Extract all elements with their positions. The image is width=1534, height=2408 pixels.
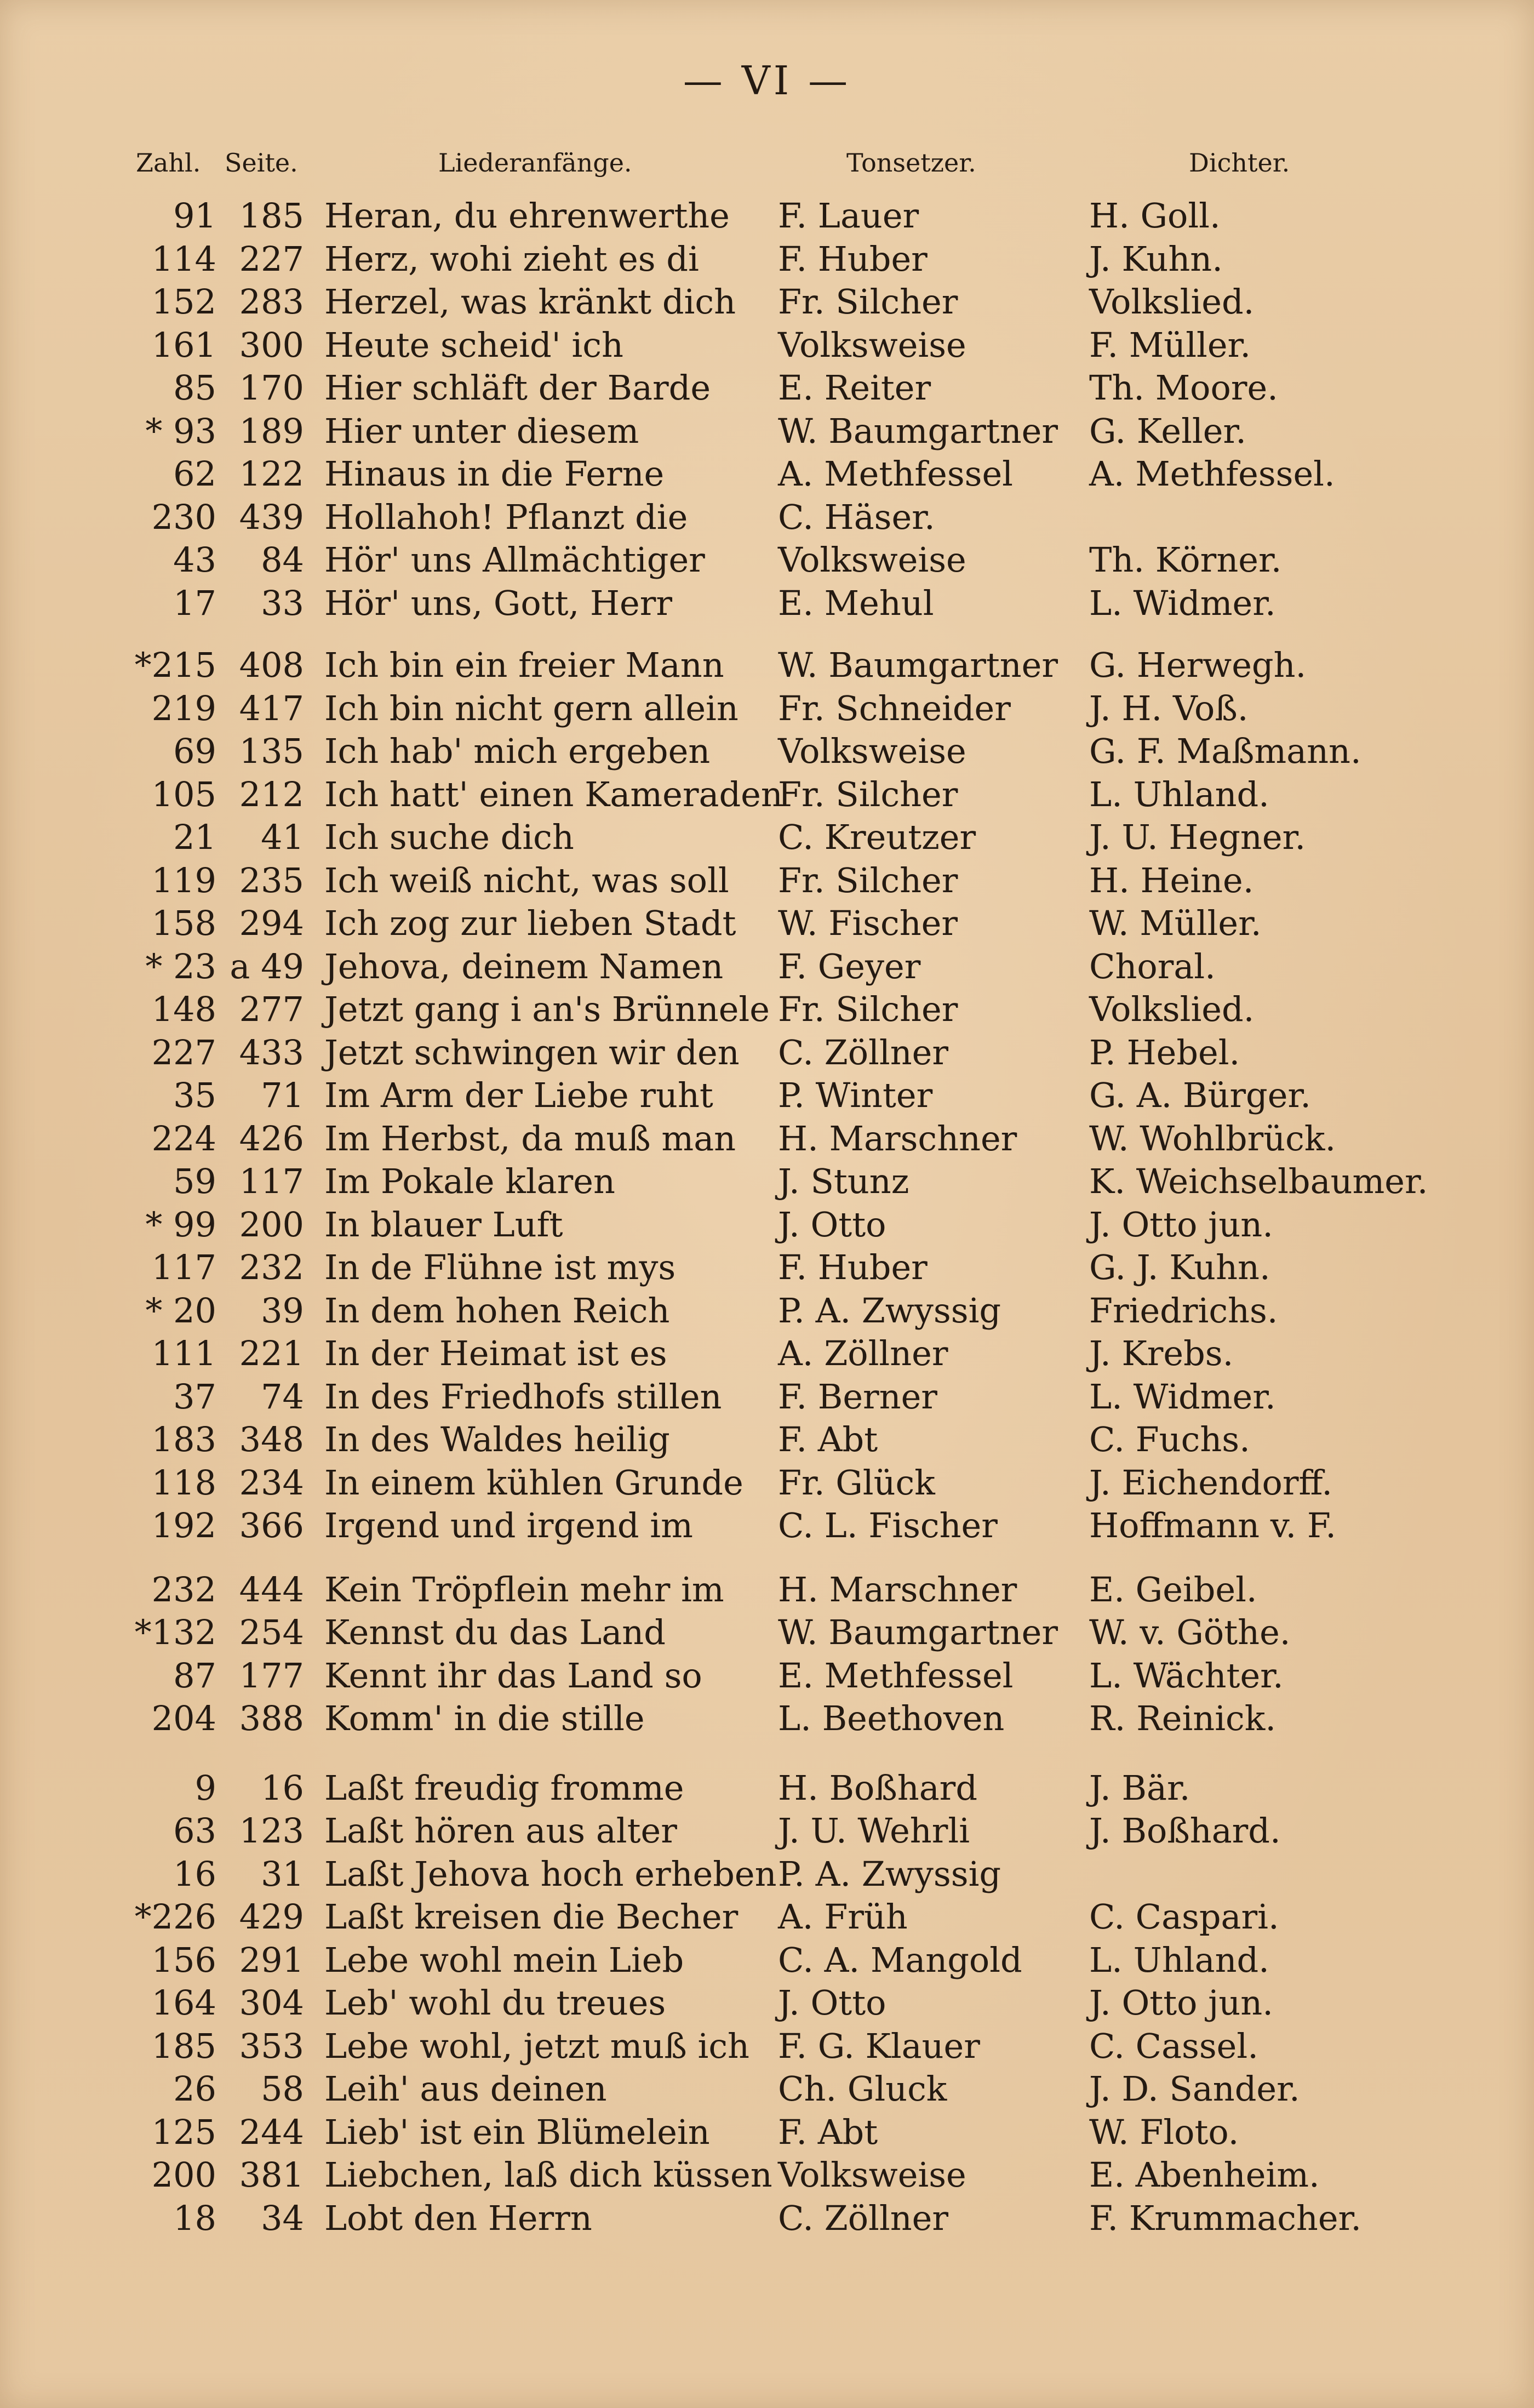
song-title-cell: Ich bin nicht gern allein xyxy=(324,688,739,728)
number-cell: *132 xyxy=(134,1612,216,1652)
table-row xyxy=(0,1982,1534,2024)
number-cell: 232 xyxy=(151,1570,216,1610)
poet-cell: A. Methfessel. xyxy=(1089,454,1335,494)
page-cell: 34 xyxy=(261,2198,304,2238)
composer-cell: H. Marschner xyxy=(778,1119,1017,1159)
poet-cell: J. D. Sander. xyxy=(1089,2069,1300,2109)
number-cell: 118 xyxy=(151,1463,216,1503)
song-title-cell: Laßt Jehova hoch erheben xyxy=(324,1854,777,1894)
number-cell: *226 xyxy=(134,1897,216,1937)
poet-cell: J. Kuhn. xyxy=(1089,239,1223,279)
page-cell: 366 xyxy=(239,1505,304,1545)
number-cell: 158 xyxy=(151,903,216,943)
page-cell: 353 xyxy=(239,2026,304,2066)
song-title-cell: Jehova, deinem Namen xyxy=(324,946,724,986)
song-title-cell: Laßt kreisen die Becher xyxy=(324,1897,739,1937)
number-cell: 148 xyxy=(151,989,216,1029)
page-cell: 227 xyxy=(239,239,304,279)
page-cell: 117 xyxy=(239,1161,304,1201)
page-cell: 381 xyxy=(239,2155,304,2195)
song-title-cell: Jetzt gang i an's Brünnele xyxy=(324,989,770,1029)
composer-cell: F. Huber xyxy=(778,1247,928,1287)
song-title-cell: Lieb' ist ein Blümelein xyxy=(324,2112,710,2152)
page-cell: 31 xyxy=(261,1854,304,1894)
composer-cell: J. Stunz xyxy=(778,1161,909,1201)
number-cell: 21 xyxy=(173,817,216,857)
composer-cell: F. Abt xyxy=(778,1419,878,1459)
table-row xyxy=(0,1074,1534,1117)
poet-cell: F. Müller. xyxy=(1089,325,1251,365)
composer-cell: C. A. Mangold xyxy=(778,1940,1022,1980)
composer-cell: C. L. Fischer xyxy=(778,1505,998,1545)
poet-cell: Volkslied. xyxy=(1089,989,1255,1029)
composer-cell: F. G. Klauer xyxy=(778,2026,980,2066)
composer-cell: J. Otto xyxy=(778,1983,886,2023)
table-row xyxy=(0,238,1534,281)
page-cell: 74 xyxy=(261,1377,304,1417)
poet-cell: F. Krummacher. xyxy=(1089,2198,1362,2238)
table-row xyxy=(0,644,1534,687)
song-title-cell: Ich hatt' einen Kameraden xyxy=(324,774,783,814)
song-title-cell: Heute scheid' ich xyxy=(324,325,623,365)
table-row xyxy=(0,1376,1534,1418)
poet-cell: G. A. Bürger. xyxy=(1089,1075,1311,1115)
song-title-cell: Im Herbst, da muß man xyxy=(324,1119,736,1159)
composer-cell: A. Methfessel xyxy=(778,454,1014,494)
song-title-cell: Ich hab' mich ergeben xyxy=(324,731,711,771)
composer-cell: W. Fischer xyxy=(778,903,958,943)
song-title-cell: Ich zog zur lieben Stadt xyxy=(324,903,736,943)
composer-cell: F. Huber xyxy=(778,239,928,279)
table-row xyxy=(0,1810,1534,1852)
number-cell: 85 xyxy=(173,368,216,408)
table-row xyxy=(0,859,1534,902)
poet-cell: J. Boßhard. xyxy=(1089,1811,1281,1851)
song-title-cell: In des Waldes heilig xyxy=(324,1419,670,1459)
page-cell: 439 xyxy=(239,497,304,537)
poet-cell: W. v. Göthe. xyxy=(1089,1612,1291,1652)
number-cell: 9 xyxy=(194,1768,216,1808)
number-cell: 224 xyxy=(151,1119,216,1159)
page-cell: 189 xyxy=(239,411,304,451)
poet-cell: Th. Körner. xyxy=(1089,540,1282,580)
number-cell: 111 xyxy=(151,1333,216,1373)
composer-cell: A. Früh xyxy=(778,1897,908,1937)
song-title-cell: In dem hohen Reich xyxy=(324,1291,670,1331)
table-row xyxy=(0,2068,1534,2110)
page-cell: 304 xyxy=(239,1983,304,2023)
poet-cell: J. Eichendorff. xyxy=(1089,1463,1333,1503)
number-cell: 37 xyxy=(173,1377,216,1417)
poet-cell: J. Otto jun. xyxy=(1089,1983,1273,2023)
page-cell: 433 xyxy=(239,1032,304,1072)
table-row xyxy=(0,816,1534,859)
page-cell: 294 xyxy=(239,903,304,943)
page-cell: 348 xyxy=(239,1419,304,1459)
table-row xyxy=(0,1611,1534,1654)
table-row xyxy=(0,773,1534,816)
song-title-cell: Lebe wohl, jetzt muß ich xyxy=(324,2026,749,2066)
header-dichter: Dichter. xyxy=(1189,148,1290,178)
table-row xyxy=(0,2154,1534,2196)
table-row xyxy=(0,324,1534,367)
poet-cell: W. Floto. xyxy=(1089,2112,1239,2152)
composer-cell: Volksweise xyxy=(778,540,966,580)
table-row xyxy=(0,1853,1534,1896)
song-title-cell: Irgend und irgend im xyxy=(324,1505,693,1545)
page-cell: 235 xyxy=(239,860,304,900)
composer-cell: A. Zöllner xyxy=(778,1333,948,1373)
page-cell: 185 xyxy=(239,196,304,236)
page-cell: a 49 xyxy=(230,946,304,986)
table-row xyxy=(0,1117,1534,1160)
composer-cell: Ch. Gluck xyxy=(778,2069,947,2109)
number-cell: 43 xyxy=(173,540,216,580)
song-title-cell: Herz, wohi zieht es di xyxy=(324,239,699,279)
poet-cell: Volkslied. xyxy=(1089,282,1255,322)
composer-cell: Fr. Silcher xyxy=(778,774,958,814)
composer-cell: W. Baumgartner xyxy=(778,645,1058,685)
composer-cell: F. Lauer xyxy=(778,196,919,236)
page-cell: 16 xyxy=(261,1768,304,1808)
song-title-cell: Hör' uns, Gott, Herr xyxy=(324,583,673,623)
page-cell: 135 xyxy=(239,731,304,771)
poet-cell: G. J. Kuhn. xyxy=(1089,1247,1270,1287)
composer-cell: F. Geyer xyxy=(778,946,921,986)
composer-cell: J. Otto xyxy=(778,1205,886,1245)
page-number: — VI — xyxy=(683,58,851,104)
number-cell: 156 xyxy=(151,1940,216,1980)
table-row xyxy=(0,281,1534,323)
poet-cell: L. Uhland. xyxy=(1089,1940,1269,1980)
composer-cell: F. Berner xyxy=(778,1377,937,1417)
song-title-cell: Leih' aus deinen xyxy=(324,2069,607,2109)
header-zahl: Zahl. xyxy=(136,148,201,178)
number-cell: 152 xyxy=(151,282,216,322)
table-row xyxy=(0,1896,1534,1938)
song-title-cell: Hier unter diesem xyxy=(324,411,639,451)
composer-cell: C. Zöllner xyxy=(778,2198,948,2238)
composer-cell: H. Boßhard xyxy=(778,1768,978,1808)
poet-cell: J. U. Hegner. xyxy=(1089,817,1306,857)
page-cell: 429 xyxy=(239,1897,304,1937)
song-title-cell: In de Flühne ist mys xyxy=(324,1247,676,1287)
table-row xyxy=(0,1203,1534,1246)
number-cell: * 23 xyxy=(145,946,216,986)
composer-cell: C. Kreutzer xyxy=(778,817,976,857)
song-title-cell: In einem kühlen Grunde xyxy=(324,1463,743,1503)
composer-cell: F. Abt xyxy=(778,2112,878,2152)
poet-cell: J. Bär. xyxy=(1089,1768,1190,1808)
page-cell: 212 xyxy=(239,774,304,814)
song-title-cell: Lobt den Herrn xyxy=(324,2198,592,2238)
song-title-cell: Herzel, was kränkt dich xyxy=(324,282,736,322)
table-row xyxy=(0,1568,1534,1611)
number-cell: 105 xyxy=(151,774,216,814)
table-row xyxy=(0,687,1534,730)
table-row xyxy=(0,496,1534,539)
song-title-cell: Laßt hören aus alter xyxy=(324,1811,677,1851)
composer-cell: H. Marschner xyxy=(778,1570,1017,1610)
page-cell: 283 xyxy=(239,282,304,322)
composer-cell: L. Beethoven xyxy=(778,1698,1005,1738)
page-cell: 426 xyxy=(239,1119,304,1159)
table-row xyxy=(0,1031,1534,1074)
song-title-cell: Im Arm der Liebe ruht xyxy=(324,1075,713,1115)
number-cell: 164 xyxy=(151,1983,216,2023)
composer-cell: Fr. Silcher xyxy=(778,282,958,322)
number-cell: 161 xyxy=(151,325,216,365)
table-row xyxy=(0,410,1534,453)
table-row xyxy=(0,1418,1534,1461)
song-title-cell: Lebe wohl mein Lieb xyxy=(324,1940,684,1980)
song-title-cell: Kennt ihr das Land so xyxy=(324,1656,702,1696)
song-title-cell: Ich bin ein freier Mann xyxy=(324,645,724,685)
table-row xyxy=(0,1654,1534,1697)
table-row xyxy=(0,1160,1534,1203)
page-cell: 277 xyxy=(239,989,304,1029)
song-title-cell: Kennst du das Land xyxy=(324,1612,666,1652)
table-row xyxy=(0,453,1534,495)
song-title-cell: Hollahoh! Pflanzt die xyxy=(324,497,688,537)
song-title-cell: Jetzt schwingen wir den xyxy=(324,1032,740,1072)
number-cell: 16 xyxy=(173,1854,216,1894)
table-row xyxy=(0,1767,1534,1810)
number-cell: 125 xyxy=(151,2112,216,2152)
composer-cell: P. A. Zwyssig xyxy=(778,1854,1001,1894)
number-cell: 117 xyxy=(151,1247,216,1287)
song-title-cell: Kein Tröpflein mehr im xyxy=(324,1570,724,1610)
composer-cell: Fr. Silcher xyxy=(778,989,958,1029)
poet-cell: W. Müller. xyxy=(1089,903,1262,943)
poet-cell: L. Wächter. xyxy=(1089,1656,1284,1696)
page-cell: 417 xyxy=(239,688,304,728)
table-row xyxy=(0,195,1534,237)
table-row xyxy=(0,945,1534,988)
poet-cell: H. Goll. xyxy=(1089,196,1221,236)
number-cell: 69 xyxy=(173,731,216,771)
composer-cell: Fr. Silcher xyxy=(778,860,958,900)
song-title-cell: In des Friedhofs stillen xyxy=(324,1377,722,1417)
table-row xyxy=(0,2197,1534,2240)
composer-cell: E. Methfessel xyxy=(778,1656,1014,1696)
table-row xyxy=(0,988,1534,1031)
song-title-cell: Hier schläft der Barde xyxy=(324,368,711,408)
poet-cell: Choral. xyxy=(1089,946,1216,986)
page-cell: 122 xyxy=(239,454,304,494)
table-row xyxy=(0,1462,1534,1504)
song-title-cell: Komm' in die stille xyxy=(324,1698,645,1738)
page-cell: 232 xyxy=(239,1247,304,1287)
poet-cell: J. H. Voß. xyxy=(1089,688,1249,728)
number-cell: 26 xyxy=(173,2069,216,2109)
song-title-cell: In der Heimat ist es xyxy=(324,1333,667,1373)
number-cell: 91 xyxy=(173,196,216,236)
poet-cell: Th. Moore. xyxy=(1089,368,1278,408)
composer-cell: E. Mehul xyxy=(778,583,934,623)
page-cell: 254 xyxy=(239,1612,304,1652)
poet-cell: L. Uhland. xyxy=(1089,774,1269,814)
table-row xyxy=(0,539,1534,581)
page-cell: 234 xyxy=(239,1463,304,1503)
page-cell: 177 xyxy=(239,1656,304,1696)
page-cell: 71 xyxy=(261,1075,304,1115)
poet-cell: C. Caspari. xyxy=(1089,1897,1279,1937)
number-cell: * 20 xyxy=(145,1291,216,1331)
composer-cell: Fr. Schneider xyxy=(778,688,1011,728)
number-cell: 18 xyxy=(173,2198,216,2238)
table-row xyxy=(0,1289,1534,1332)
page-cell: 408 xyxy=(239,645,304,685)
page-cell: 39 xyxy=(261,1291,304,1331)
number-cell: * 99 xyxy=(145,1205,216,1245)
number-cell: 63 xyxy=(173,1811,216,1851)
table-row xyxy=(0,1332,1534,1375)
page-cell: 221 xyxy=(239,1333,304,1373)
composer-cell: Volksweise xyxy=(778,731,966,771)
song-title-cell: Im Pokale klaren xyxy=(324,1161,615,1201)
page-cell: 58 xyxy=(261,2069,304,2109)
number-cell: 183 xyxy=(151,1419,216,1459)
poet-cell: Hoffmann v. F. xyxy=(1089,1505,1336,1545)
song-title-cell: Leb' wohl du treues xyxy=(324,1983,666,2023)
table-row xyxy=(0,582,1534,625)
poet-cell: G. Herwegh. xyxy=(1089,645,1307,685)
number-cell: 185 xyxy=(151,2026,216,2066)
header-seite: Seite. xyxy=(225,148,298,178)
poet-cell: J. Otto jun. xyxy=(1089,1205,1273,1245)
song-title-cell: In blauer Luft xyxy=(324,1205,563,1245)
song-title-cell: Ich suche dich xyxy=(324,817,574,857)
number-cell: 192 xyxy=(151,1505,216,1545)
poet-cell: K. Weichselbaumer. xyxy=(1089,1161,1428,1201)
number-cell: 17 xyxy=(173,583,216,623)
poet-cell: G. Keller. xyxy=(1089,411,1246,451)
page-cell: 41 xyxy=(261,817,304,857)
page-cell: 123 xyxy=(239,1811,304,1851)
poet-cell: E. Abenheim. xyxy=(1089,2155,1320,2195)
number-cell: 114 xyxy=(151,239,216,279)
header-liederanfaenge: Liederanfänge. xyxy=(438,148,632,178)
poet-cell: C. Cassel. xyxy=(1089,2026,1258,2066)
composer-cell: C. Zöllner xyxy=(778,1032,948,1072)
page-cell: 170 xyxy=(239,368,304,408)
composer-cell: W. Baumgartner xyxy=(778,1612,1058,1652)
composer-cell: Fr. Glück xyxy=(778,1463,935,1503)
page-cell: 33 xyxy=(261,583,304,623)
composer-cell: J. U. Wehrli xyxy=(778,1811,970,1851)
table-row xyxy=(0,1939,1534,1982)
poet-cell: L. Widmer. xyxy=(1089,583,1276,623)
page-cell: 291 xyxy=(239,1940,304,1980)
number-cell: 230 xyxy=(151,497,216,537)
composer-cell: Volksweise xyxy=(778,2155,966,2195)
poet-cell: P. Hebel. xyxy=(1089,1032,1240,1072)
column-header-row xyxy=(0,148,1534,186)
table-row xyxy=(0,902,1534,945)
table-row xyxy=(0,2111,1534,2154)
composer-cell: W. Baumgartner xyxy=(778,411,1058,451)
song-title-cell: Laßt freudig fromme xyxy=(324,1768,684,1808)
poet-cell: L. Widmer. xyxy=(1089,1377,1276,1417)
composer-cell: C. Häser. xyxy=(778,497,935,537)
poet-cell: W. Wohlbrück. xyxy=(1089,1119,1336,1159)
poet-cell: Friedrichs. xyxy=(1089,1291,1278,1331)
song-title-cell: Heran, du ehrenwerthe xyxy=(324,196,730,236)
number-cell: 119 xyxy=(151,860,216,900)
poet-cell: R. Reinick. xyxy=(1089,1698,1277,1738)
song-title-cell: Ich weiß nicht, was soll xyxy=(324,860,729,900)
page-cell: 244 xyxy=(239,2112,304,2152)
poet-cell: C. Fuchs. xyxy=(1089,1419,1250,1459)
song-title-cell: Hör' uns Allmächtiger xyxy=(324,540,705,580)
composer-cell: P. Winter xyxy=(778,1075,933,1115)
number-cell: 59 xyxy=(173,1161,216,1201)
table-row xyxy=(0,1246,1534,1289)
number-cell: *215 xyxy=(134,645,216,685)
header-tonsetzer: Tonsetzer. xyxy=(846,148,976,178)
number-cell: * 93 xyxy=(145,411,216,451)
table-row xyxy=(0,1697,1534,1740)
number-cell: 204 xyxy=(151,1698,216,1738)
poet-cell: E. Geibel. xyxy=(1089,1570,1257,1610)
composer-cell: Volksweise xyxy=(778,325,966,365)
number-cell: 219 xyxy=(151,688,216,728)
poet-cell: J. Krebs. xyxy=(1089,1333,1234,1373)
table-row xyxy=(0,1504,1534,1547)
poet-cell: G. F. Maßmann. xyxy=(1089,731,1361,771)
page-cell: 388 xyxy=(239,1698,304,1738)
composer-cell: P. A. Zwyssig xyxy=(778,1291,1001,1331)
page-cell: 200 xyxy=(239,1205,304,1245)
song-title-cell: Liebchen, laß dich küssen xyxy=(324,2155,772,2195)
composer-cell: E. Reiter xyxy=(778,368,931,408)
number-cell: 35 xyxy=(173,1075,216,1115)
table-row xyxy=(0,730,1534,773)
poet-cell: H. Heine. xyxy=(1089,860,1254,900)
page-cell: 300 xyxy=(239,325,304,365)
table-row xyxy=(0,367,1534,409)
number-cell: 87 xyxy=(173,1656,216,1696)
number-cell: 227 xyxy=(151,1032,216,1072)
page-cell: 444 xyxy=(239,1570,304,1610)
song-title-cell: Hinaus in die Ferne xyxy=(324,454,665,494)
page-cell: 84 xyxy=(261,540,304,580)
table-row xyxy=(0,2025,1534,2068)
number-cell: 200 xyxy=(151,2155,216,2195)
number-cell: 62 xyxy=(173,454,216,494)
